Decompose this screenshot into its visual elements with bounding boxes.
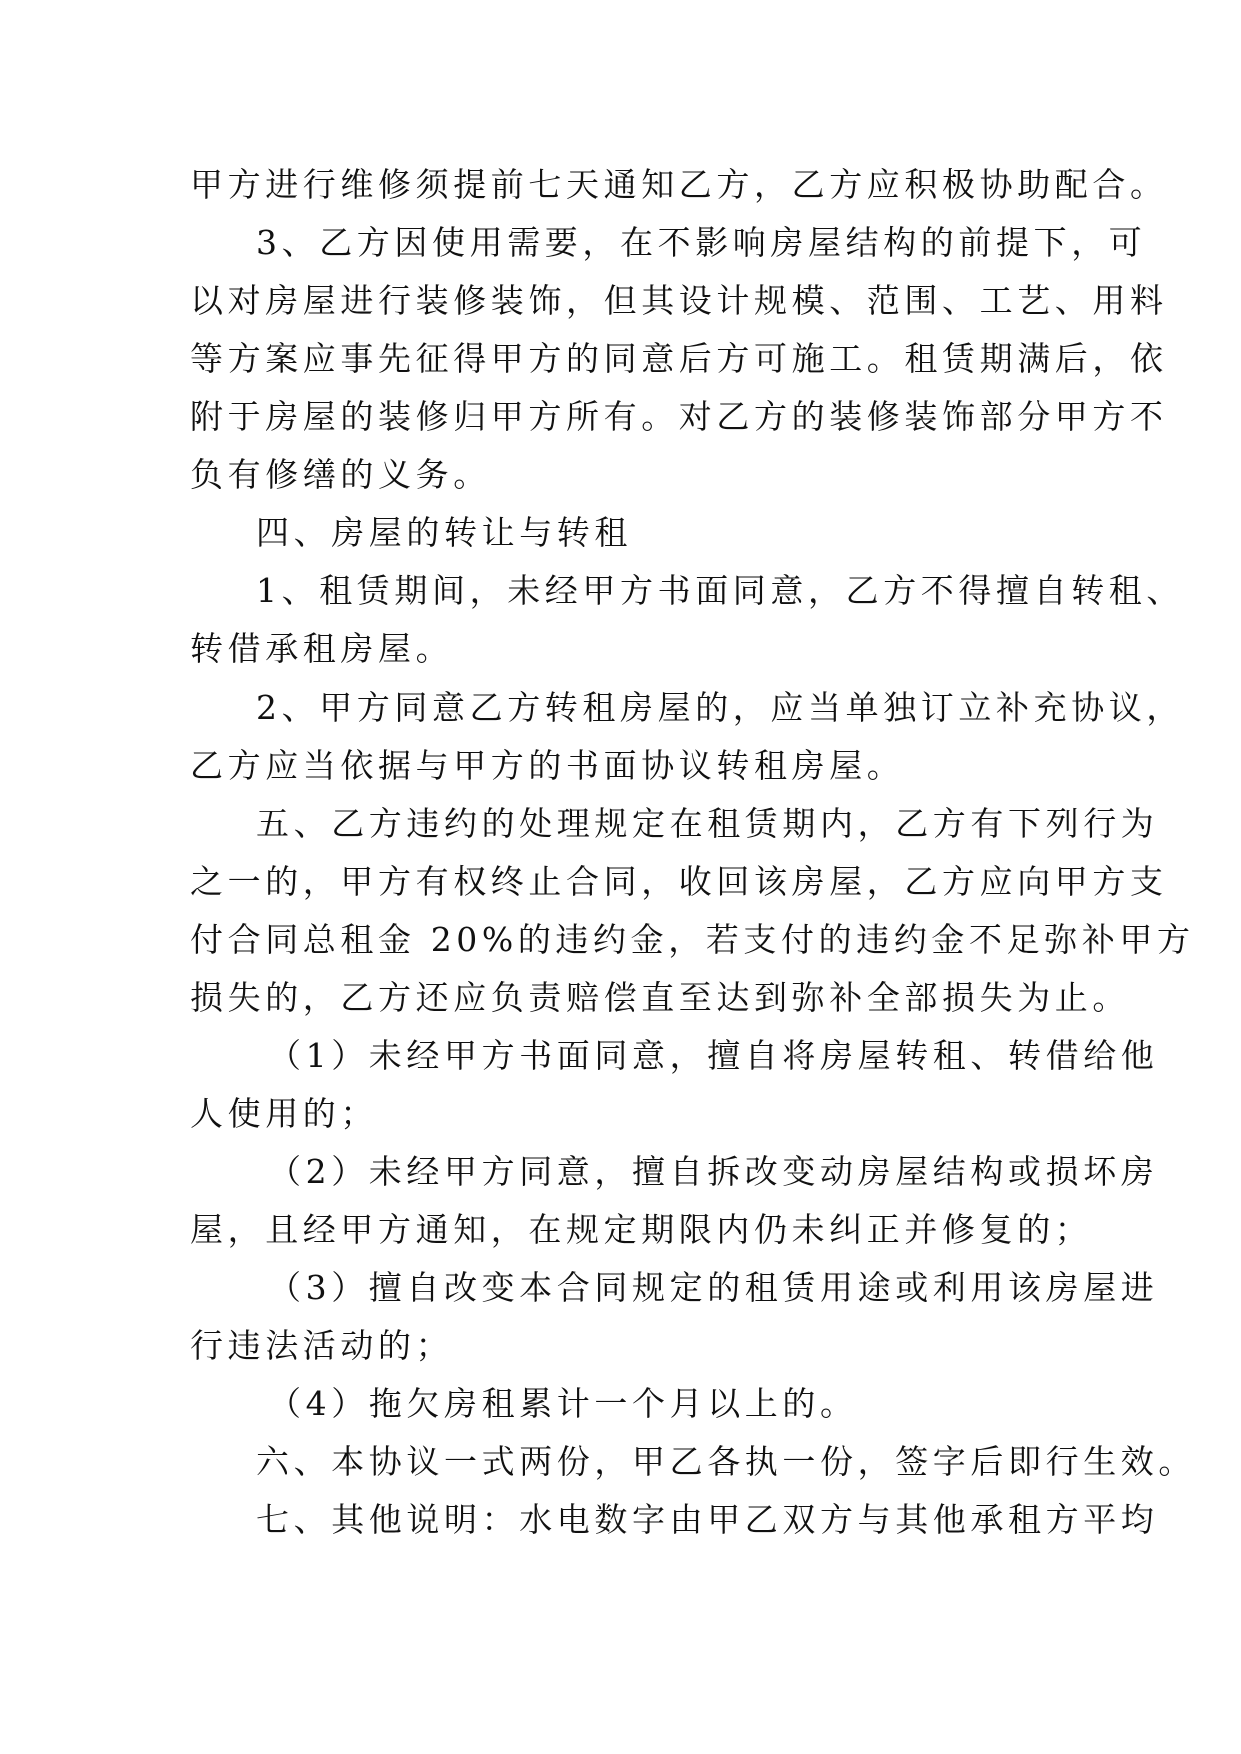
- text-line: 之一的，甲方有权终止合同，收回该房屋，乙方应向甲方支: [190, 862, 1168, 901]
- list-item: （2）未经甲方同意，擅自拆改变动房屋结构或损坏房: [268, 1152, 1159, 1191]
- section-heading: 五、乙方违约的处理规定在租赁期内，乙方有下列行为: [256, 804, 1159, 843]
- text-line: 甲方进行维修须提前七天通知乙方，乙方应积极协助配合。: [190, 165, 1168, 204]
- text-line: 3、乙方因使用需要，在不影响房屋结构的前提下，可: [256, 223, 1147, 262]
- text-line: 人使用的；: [190, 1094, 378, 1133]
- text-line: 负有修缮的义务。: [190, 455, 491, 494]
- section-heading: 四、房屋的转让与转租: [256, 513, 632, 552]
- text-line: 附于房屋的装修归甲方所有。对乙方的装修装饰部分甲方不: [190, 397, 1168, 436]
- list-item: （1）未经甲方书面同意，擅自将房屋转租、转借给他: [268, 1036, 1159, 1075]
- text-line: 等方案应事先征得甲方的同意后方可施工。租赁期满后，依: [190, 339, 1168, 378]
- text-line: 行违法活动的；: [190, 1326, 454, 1365]
- text-line: 2、甲方同意乙方转租房屋的，应当单独订立补充协议，: [256, 688, 1184, 727]
- text-line: 1、租赁期间，未经甲方书面同意，乙方不得擅自转租、: [256, 571, 1184, 610]
- section-heading: 七、其他说明：水电数字由甲乙双方与其他承租方平均: [256, 1500, 1159, 1539]
- text-line: 乙方应当依据与甲方的书面协议转租房屋。: [190, 746, 905, 785]
- text-line: 转借承租房屋。: [190, 629, 454, 668]
- list-item: （3）擅自改变本合同规定的租赁用途或利用该房屋进: [268, 1268, 1159, 1307]
- text-line: 屋，且经甲方通知，在规定期限内仍未纠正并修复的；: [190, 1210, 1093, 1249]
- text-line: 以对房屋进行装修装饰，但其设计规模、范围、工艺、用料: [190, 281, 1168, 320]
- text-line: 损失的，乙方还应负责赔偿直至达到弥补全部损失为止。: [190, 978, 1130, 1017]
- list-item: （4）拖欠房租累计一个月以上的。: [268, 1384, 858, 1423]
- text-line: 付合同总租金 20%的违约金，若支付的违约金不足弥补甲方: [190, 920, 1195, 959]
- section-heading: 六、本协议一式两份，甲乙各执一份，签字后即行生效。: [256, 1442, 1196, 1481]
